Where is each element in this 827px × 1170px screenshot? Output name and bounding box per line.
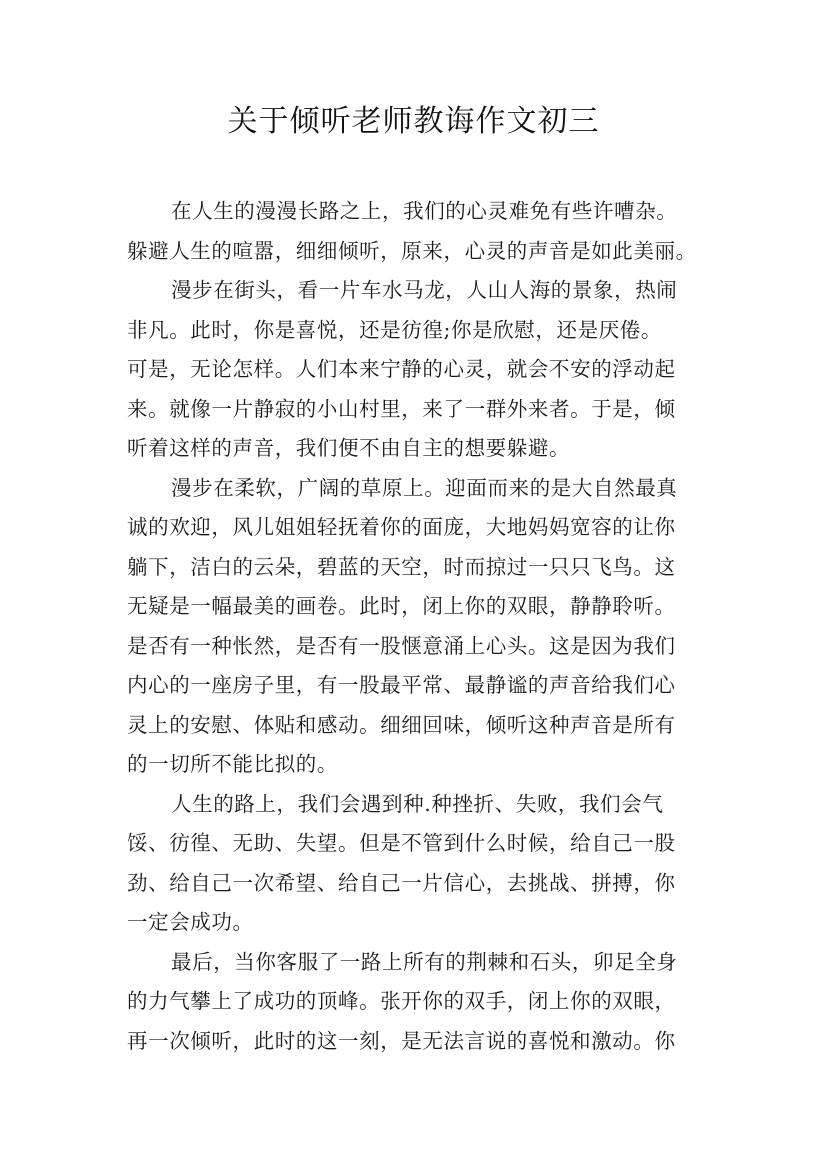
text-line: 躲避人生的喧嚣，细细倾听，原来，心灵的声音是如此美丽。 xyxy=(127,238,697,263)
text-line: 在人生的漫漫长路之上，我们的心灵难免有些许嘈杂。 xyxy=(171,199,678,223)
text-line: 漫步在街头，看一片车水马龙，人山人海的景象，热闹 xyxy=(171,278,678,302)
text-line: 是否有一种怅然，是否有一股惬意涌上心头。这是因为我们 xyxy=(127,633,676,658)
paragraph xyxy=(127,192,727,271)
text-line: 听着这样的声音，我们便不由自主的想要躲避。 xyxy=(127,436,571,460)
text-line: 的一切所不能比拟的。 xyxy=(127,752,338,776)
text-line: 一定会成功。 xyxy=(127,910,254,934)
text-line: 灵上的安慰、体贴和感动。细细回味，倾听这种声音是所有 xyxy=(127,712,676,737)
text-line: 内心的一座房子里，有一股最平常、最静谧的声音给我们心 xyxy=(127,673,676,697)
text-line: 再一次倾听，此时的这一刻，是无法言说的喜悦和激动。你 xyxy=(127,1028,676,1053)
text-line: 漫步在柔软，广阔的草原上。迎面而来的是大自然最真 xyxy=(171,475,678,500)
paragraph xyxy=(127,271,727,469)
text-line: 可是，无论怎样。人们本来宁静的心灵，就会不安的浮动起 xyxy=(127,357,676,381)
document-body xyxy=(127,192,727,1061)
document-title: 关于倾听老师教诲作文初三 xyxy=(227,104,600,139)
text-line: 人生的路上，我们会遇到种.种挫折、失败，我们会气 xyxy=(171,791,664,816)
paragraph xyxy=(127,943,727,1062)
paragraph xyxy=(127,469,727,785)
text-line: 劲、给自己一次希望、给自己一片信心，去挑战、拼搏，你 xyxy=(127,870,676,895)
paragraph xyxy=(127,785,727,943)
text-line: 躺下，洁白的云朵，碧蓝的天空，时而掠过一只只飞鸟。这 xyxy=(127,554,676,579)
text-line: 馁、彷徨、无助、失望。但是不管到什么时候，给自己一股 xyxy=(127,831,676,855)
text-line: 非凡。此时，你是喜悦，还是彷徨;你是欣慰，还是厌倦。 xyxy=(127,317,663,342)
text-line: 诚的欢迎，风儿姐姐轻抚着你的面庞，大地妈妈宽容的让你 xyxy=(127,515,676,539)
text-line: 最后，当你客服了一路上所有的荆棘和石头，卯足全身 xyxy=(171,949,678,974)
text-line: 来。就像一片静寂的小山村里，来了一群外来者。于是，倾 xyxy=(127,396,676,421)
text-line: 的力气攀上了成功的顶峰。张开你的双手，闭上你的双眼， xyxy=(127,989,676,1013)
text-line: 无疑是一幅最美的画卷。此时，闭上你的双眼，静静聆听。 xyxy=(127,594,676,618)
